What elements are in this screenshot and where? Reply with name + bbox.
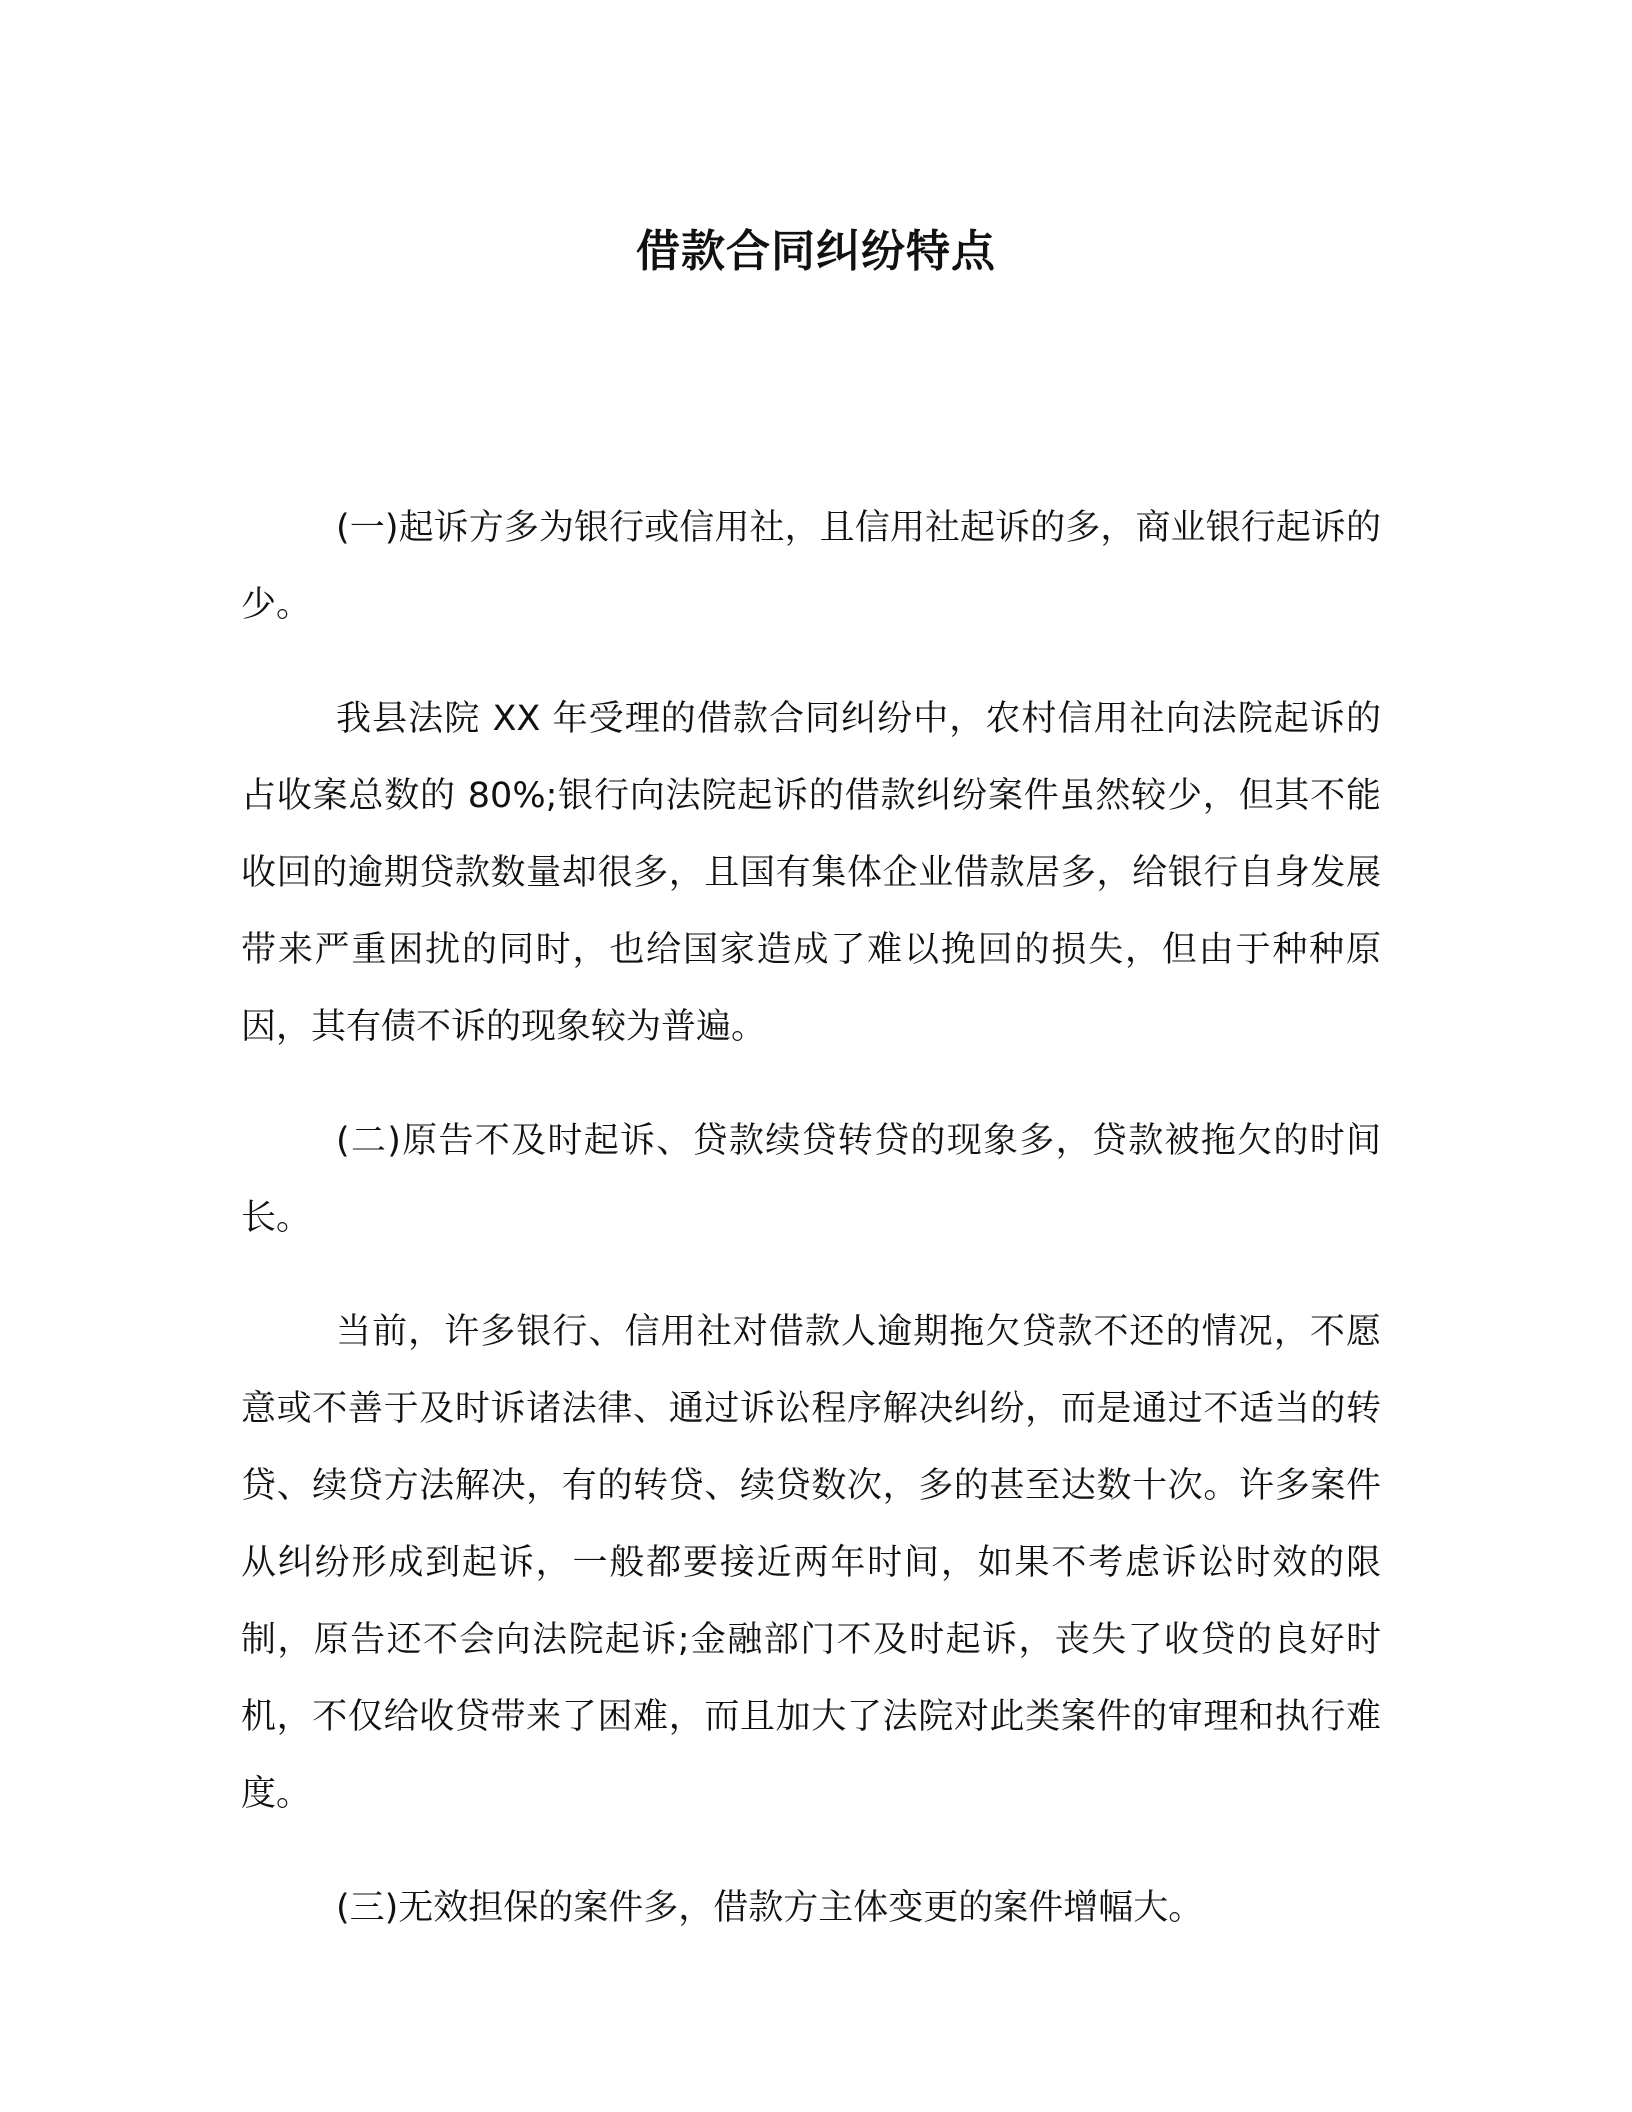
paragraph-section-two-heading: (二)原告不及时起诉、贷款续贷转贷的现象多，贷款被拖欠的时间长。 [241,1121,1381,1238]
document-body [241,490,1381,1984]
paragraph-section-one-heading: (一)起诉方多为银行或信用社，且信用社起诉的多，商业银行起诉的少。 [241,508,1381,625]
paragraph-section-one-body: 我县法院 XX 年受理的借款合同纠纷中，农村信用社向法院起诉的占收案总数的 80%;银行向法院起诉的借款纠纷案件虽然较少，但其不能收回的逾期贷款数量却很多，且国有集体企业借款居多，给银行自身发展带来严重困扰的同时，也给国家造成了难以挽回的损失，但由于种种原因，其有债不诉的现象较为普遍。 [241,699,1381,1047]
paragraph-section-two-body: 当前，许多银行、信用社对借款人逾期拖欠贷款不还的情况，不愿意或不善于及时诉诸法律、通过诉讼程序解决纠纷，而是通过不适当的转贷、续贷方法解决，有的转贷、续贷数次，多的甚至达数十次。许多案件从纠纷形成到起诉，一般都要接近两年时间，如果不考虑诉讼时效的限制，原告还不会向法院起诉;金融部门不及时起诉，丧失了收贷的良好时机，不仅给收贷带来了困难，而且加大了法院对此类案件的审理和执行难度。 [241,1312,1381,1814]
document-title: 借款合同纠纷特点 [636,226,996,277]
paragraph-section-three-heading: (三)无效担保的案件多，借款方主体变更的案件增幅大。 [336,1888,1204,1928]
